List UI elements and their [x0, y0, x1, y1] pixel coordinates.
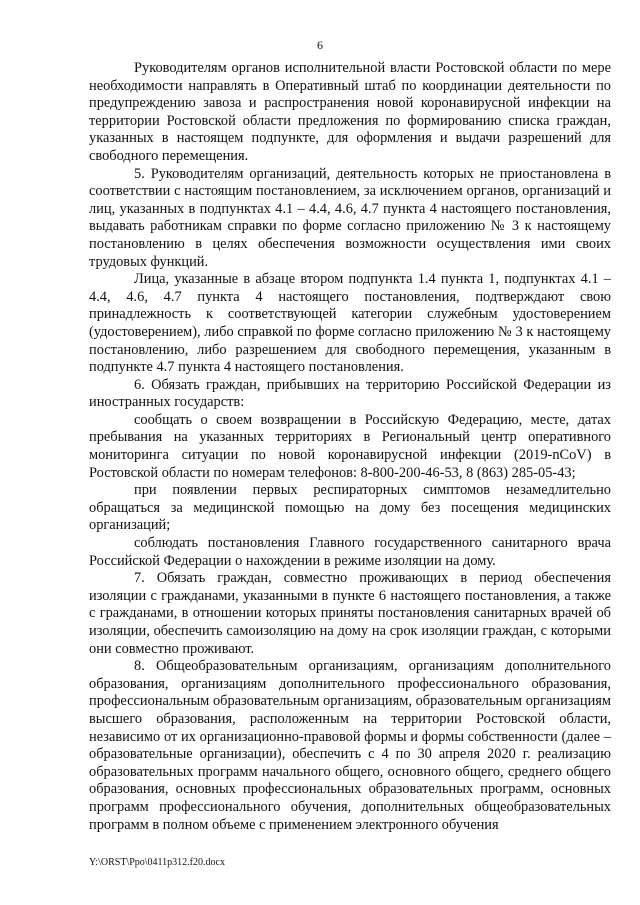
paragraph-persons-confirm: Лица, указанные в абзаце втором подпункта 1.4 пункта 1, подпунктах 4.1 – 4.4, 4.6, 4.7 пункта 4 настоящего постановления, подтверждают свою принадлежность к соответствующей категории служебным удостоверением (удостоверением), либо справкой по форме согласно приложению № 3 к настоящему постановлению, либо разрешением для свободного перемещения, указанным в подпункте 4.7 пункта 4 настоящего постановления.: [89, 271, 611, 376]
page-number: 6: [317, 38, 323, 52]
paragraph-item-8: 8. Общеобразовательным организациям, организациям дополнительного образования, организациям дополнительного профессионального образования, профессиональным образовательным организациям, образовательным организациям высшего образования, расположенным на территории Ростовской области, независимо от их организационно-правовой формы и формы собственности (далее – образовательные организации), обеспечить с 4 по 30 апреля 2020 г. реализацию образовательных программ начального общего, основного общего, среднего общего образования, основных профессиональных образовательных программ, основных программ профессионального обучения, дополнительных общеобразовательных программ в полном объеме с применением электронного обучения: [89, 658, 611, 833]
paragraph-item-7: 7. Обязать граждан, совместно проживающих в период обеспечения изоляции с гражданами, указанными в пункте 6 настоящего постановления, а также с гражданами, в отношении которых приняты постановления санитарных врачей об изоляции, обеспечить самоизоляцию на дому на срок изоляции граждан, с которыми они совместно проживают.: [89, 570, 611, 657]
paragraph-symptoms: при появлении первых респираторных симптомов незамедлительно обращаться за медицинской помощью на дому без посещения медицинских организаций;: [89, 482, 611, 534]
document-body: [89, 60, 611, 834]
paragraph-heads-of-executive-bodies: Руководителям органов исполнительной власти Ростовской области по мере необходимости направлять в Оперативный штаб по координации деятельности по предупреждению завоза и распространения новой коронавирусной инфекции на территории Ростовской области предложения по формированию списка граждан, указанных в настоящем подпункте, для оформления и выдачи разрешений для свободного перемещения.: [89, 60, 611, 164]
paragraph-comply-isolation: соблюдать постановления Главного государственного санитарного врача Российской Федерации о нахождении в режиме изоляции на дому.: [89, 535, 611, 569]
footer-file-path: Y:\ORST\Ppo\0411p312.f20.docx: [89, 857, 225, 868]
paragraph-item-5: 5. Руководителям организаций, деятельность которых не приостановлена в соответствии с настоящим постановлением, за исключением органов, организаций и лиц, указанных в подпунктах 4.1 – 4.4, 4.6, 4.7 пункта 4 настоящего постановления, выдавать работникам справки по форме согласно приложению № 3 к настоящему постановлению в целях обеспечения возможности осуществления ими своих трудовых функций.: [89, 165, 611, 270]
paragraph-report-return: сообщать о своем возвращении в Российскую Федерацию, месте, датах пребывания на указанных территориях в Региональный центр оперативного мониторинга ситуации по новой коронавирусной инфекции (2019-nCoV) в Ростовской области по номерам телефонов: 8-800-200-46-53, 8 (863) 285-05-43;: [89, 411, 611, 481]
paragraph-item-6: 6. Обязать граждан, прибывших на территорию Российской Федерации из иностранных государств:: [89, 376, 611, 411]
